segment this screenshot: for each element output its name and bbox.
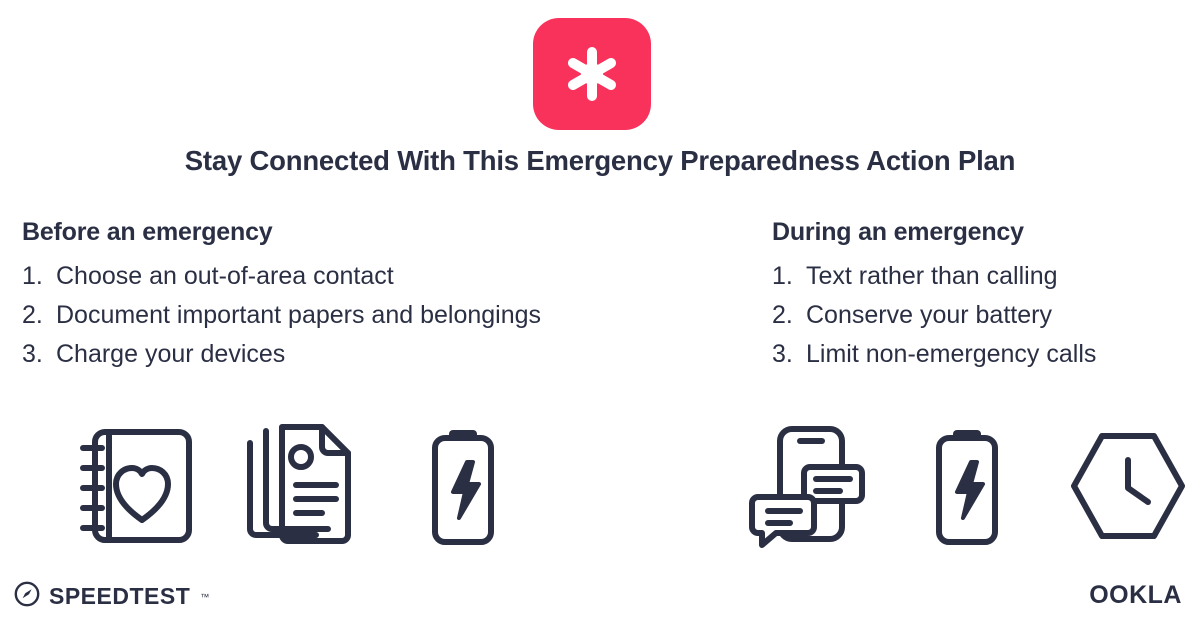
icon-cell [914, 420, 1020, 552]
step-text: Limit non-emergency calls [806, 340, 1097, 368]
speedtest-trademark: ™ [200, 591, 210, 602]
speedtest-gauge-icon [14, 581, 40, 612]
icon-cell [78, 420, 196, 552]
step-number: 3. [22, 340, 43, 368]
icon-cell [1068, 420, 1188, 552]
list-item [772, 335, 1192, 374]
step-text: Document important papers and belongings [56, 301, 542, 329]
icon-cell [408, 420, 518, 552]
step-number: 3. [772, 340, 793, 368]
list-item [772, 257, 1192, 296]
icon-row-during [748, 420, 1188, 552]
ookla-wordmark: OOKLA [1089, 581, 1182, 609]
asterisk-emergency-icon [561, 43, 623, 105]
emergency-badge [533, 18, 651, 130]
hexagon-clock-icon [1068, 430, 1188, 542]
list-item [22, 257, 752, 296]
list-item [22, 296, 752, 335]
battery-charge-icon [931, 424, 1003, 548]
steps-list-during [772, 257, 1192, 374]
page-title: Stay Connected With This Emergency Preparedness Action Plan [184, 145, 1016, 176]
speedtest-logo [14, 581, 209, 612]
list-item [22, 335, 752, 374]
step-text: Charge your devices [56, 340, 286, 368]
ookla-logo [1089, 581, 1182, 610]
notebook-heart-icon [78, 424, 196, 548]
step-text: Text rather than calling [806, 262, 1058, 290]
icon-row-before [78, 420, 518, 552]
steps-list-before [22, 257, 752, 374]
phone-message-icon [748, 423, 866, 549]
icon-cell [748, 420, 866, 552]
step-number: 1. [772, 262, 793, 290]
column-title-during: During an emergency [772, 218, 1024, 246]
step-number: 2. [772, 301, 793, 329]
column-before-emergency [22, 218, 752, 374]
list-item [772, 296, 1192, 335]
speedtest-wordmark: SPEEDTEST [49, 583, 191, 609]
step-text: Conserve your battery [806, 301, 1052, 329]
documents-stack-icon [244, 423, 360, 549]
step-number: 2. [22, 301, 43, 329]
step-number: 1. [22, 262, 43, 290]
column-during-emergency [772, 218, 1192, 374]
step-text: Choose an out-of-area contact [56, 262, 394, 290]
battery-charge-icon [427, 424, 499, 548]
icon-cell [244, 420, 360, 552]
column-title-before: Before an emergency [22, 218, 273, 246]
